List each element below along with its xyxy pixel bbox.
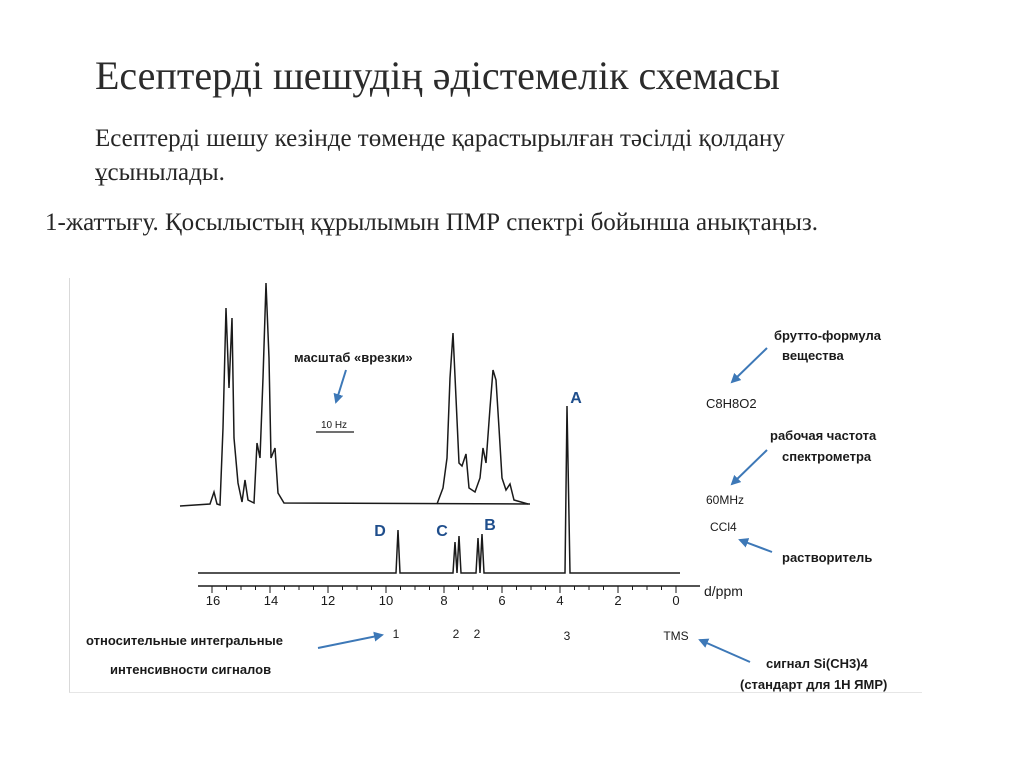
axis-tick-label: 6 [498, 593, 506, 608]
insert-trace-left [180, 283, 530, 506]
axis-tick-label: 12 [320, 593, 336, 608]
tms-label: TMS [663, 629, 689, 643]
axis-tick-label: 0 [672, 593, 680, 608]
arrow-icon [740, 540, 772, 552]
axis-tick-label: 4 [556, 593, 564, 608]
integral-value: 1 [392, 627, 400, 641]
integral-value: 2 [452, 627, 460, 641]
signal-label-c: C [436, 523, 448, 540]
formula-value: C8H8O2 [706, 396, 757, 411]
solvent-value: CCl4 [710, 520, 737, 534]
insert-trace-right [437, 333, 528, 504]
axis-tick-label: 14 [263, 593, 279, 608]
signal-label-b: B [484, 517, 496, 534]
nmr-spectrum-figure [69, 278, 922, 693]
slide-subtitle: Есептерді шешу кезінде төменде қарастырылған тәсілді қолдану ұсынылады. [95, 125, 785, 186]
integral-value: 2 [473, 627, 481, 641]
frequency-heading: рабочая частота [770, 428, 877, 443]
integral-value: 3 [563, 629, 571, 643]
axis-tick-label: 16 [205, 593, 221, 608]
signal-label-a: A [570, 390, 582, 407]
integrals-label: интенсивности сигналов [110, 662, 272, 677]
arrow-icon [732, 348, 767, 382]
hz-label: 10 Hz [320, 420, 348, 431]
arrow-icon [732, 450, 767, 484]
arrow-icon [318, 635, 382, 648]
axis-tick-label: 2 [614, 593, 622, 608]
frequency-value: 60MHz [706, 493, 745, 507]
formula-heading: вещества [782, 348, 844, 363]
solvent-label: растворитель [782, 550, 873, 565]
formula-heading: брутто-формула [774, 328, 881, 343]
slide-title: Есептерді шешудің әдістемелік схемасы [95, 53, 780, 98]
axis-ticks [212, 586, 676, 593]
exercise-text: 1-жаттығу. Қосылыстың құрылымын ПМР спектрі бойынша анықтаңыз. [45, 209, 818, 236]
integrals-label: относительные интегральные [86, 633, 283, 648]
arrow-icon [700, 640, 750, 662]
axis-tick-label: 8 [440, 593, 448, 608]
tms-description: (стандарт для 1H ЯМР) [740, 677, 888, 692]
nmr-spectrum-svg [70, 278, 922, 692]
arrow-icon [336, 370, 346, 402]
tms-description: сигнал Si(CH3)4 [766, 656, 868, 671]
signal-label-d: D [374, 523, 386, 540]
axis-tick-label: 10 [378, 593, 394, 608]
axis-unit-label: d/ppm [704, 583, 743, 599]
frequency-heading: спектрометра [782, 449, 872, 464]
insert-scale-label: масштаб «врезки» [294, 350, 413, 365]
